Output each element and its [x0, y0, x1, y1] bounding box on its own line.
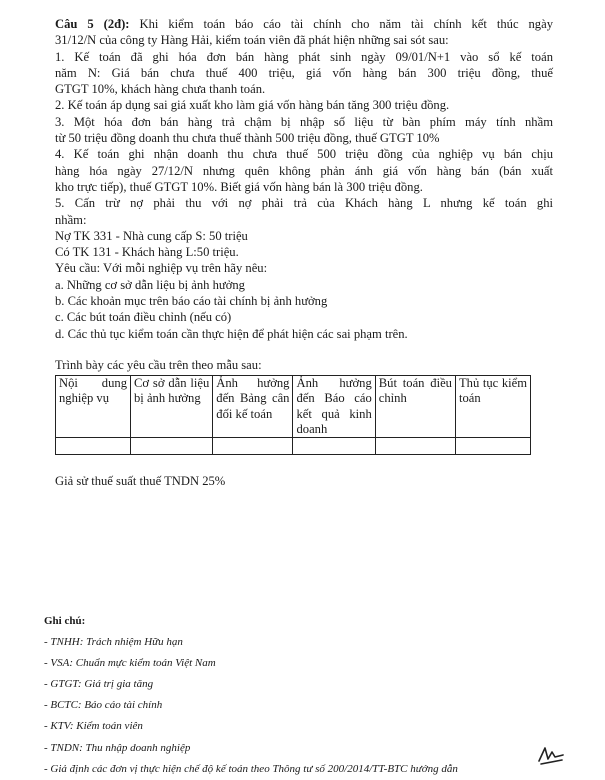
table-cell	[455, 438, 530, 455]
header-cell-income-statement: Ảnh hưởng đến Báo cáo kết quả kinh doanh	[293, 376, 375, 438]
question-intro-line1	[55, 16, 553, 32]
error-item-4	[55, 146, 553, 195]
journal-entry-credit: Có TK 131 - Khách hàng L:50 triệu.	[55, 245, 239, 260]
requirement-heading: Yêu cầu: Với mỗi nghiệp vụ trên hãy nêu:	[55, 261, 268, 276]
item-line: kho trực tiếp), thuế GTGT 10%. Biết giá vốn hàng bán là 300 triệu đồng.	[55, 179, 423, 194]
notes-section	[44, 611, 564, 780]
error-item-1	[55, 49, 553, 98]
header-cell-balance-sheet: Ảnh hưởng đến Bảng cân đối kế toán	[213, 376, 293, 438]
requirement-a: a. Những cơ sở dẫn liệu bị ảnh hưởng	[55, 277, 245, 292]
table-cell	[375, 438, 455, 455]
question-heading: Câu 5 (2đ):	[55, 17, 130, 31]
tax-rate-note: Giả sử thuế suất thuế TNDN 25%	[55, 474, 226, 489]
note-item: - BCTC: Báo cáo tài chính	[44, 699, 163, 712]
header-cell-adjusting-entries: Bút toán điều chỉnh	[375, 376, 455, 438]
table-header-row	[56, 376, 531, 438]
question-intro-line2: 31/12/N của công ty Hàng Hải, kiểm toán viên đã phát hiện những sai sót sau:	[55, 33, 449, 48]
note-item: - TNDN: Thu nhập doanh nghiệp	[44, 741, 191, 754]
question-intro-text: Khi kiểm toán báo cáo tài chính cho năm tài chính kết thúc ngày	[139, 17, 553, 31]
requirement-c: c. Các bút toán điều chỉnh (nếu có)	[55, 310, 232, 325]
exam-question	[55, 16, 553, 489]
requirement-d: d. Các thủ tục kiểm toán cần thực hiện để phát hiện các sai phạm trên.	[55, 326, 408, 341]
item-line: GTGT 10%, khách hàng chưa thanh toán.	[55, 82, 266, 97]
header-cell-assertions: Cơ sở dẫn liệu bị ảnh hưởng	[131, 376, 213, 438]
table-cell	[56, 438, 131, 455]
header-cell-audit-procedures: Thủ tục kiểm toán	[455, 376, 530, 438]
table-row	[56, 438, 531, 455]
answer-template-table	[55, 375, 531, 455]
error-item-3	[55, 114, 553, 147]
notes-title: Ghi chú:	[44, 615, 86, 627]
header-cell-content: Nội dung nghiệp vụ	[56, 376, 131, 438]
requirement-b: b. Các khoản mục trên báo cáo tài chính bị ảnh hưởng	[55, 294, 328, 309]
item-line: từ 50 triệu đồng doanh thu chưa thuế thành 500 triệu đồng, thuế GTGT 10%	[55, 131, 440, 146]
item-line: 3. Một hóa đơn bán hàng trả chậm bị nhập số liệu từ bàn phím máy tính nhầm	[55, 114, 553, 129]
item-line: 1. Kế toán đã ghi hóa đơn bán hàng phát sinh ngày 09/01/N+1 vào sổ kế toán	[55, 49, 553, 64]
table-cell	[293, 438, 375, 455]
note-item: - TNHH: Trách nhiệm Hữu hạn	[44, 636, 183, 649]
note-item: - GTGT: Giá trị gia tăng	[44, 678, 154, 691]
table-cell	[131, 438, 213, 455]
error-item-2	[55, 97, 553, 113]
signature-mark	[536, 743, 566, 769]
table-cell	[213, 438, 293, 455]
item-line: hàng hóa ngày 27/12/N nhưng quên không phản ánh giá vốn hàng bán (bán xuất	[55, 163, 553, 178]
note-item: - KTV: Kiểm toán viên	[44, 720, 143, 733]
item-line: năm N: Giá bán chưa thuế 400 triệu, giá vốn hàng bán 300 triệu đồng, thuế	[55, 65, 553, 80]
table-intro: Trình bày các yêu cầu trên theo mẫu sau:	[55, 357, 262, 372]
item-line: 4. Kế toán ghi nhận doanh thu chưa thuế 500 triệu đồng của nghiệp vụ bán chịu	[55, 147, 553, 162]
item-line: nhầm:	[55, 212, 87, 227]
note-item: - Giả định các đơn vị thực hiện chế độ kế toán theo Thông tư số 200/2014/TT-BTC hướng dẫn	[44, 762, 458, 775]
item-line: 2. Kế toán áp dụng sai giá xuất kho làm giá vốn hàng bán tăng 300 triệu đồng.	[55, 98, 450, 113]
journal-entry-debit: Nợ TK 331 - Nhà cung cấp S: 50 triệu	[55, 228, 248, 243]
note-item: - VSA: Chuẩn mực kiểm toán Việt Nam	[44, 657, 216, 670]
item-line: 5. Cấn trừ nợ phải thu với nợ phải trả của Khách hàng L nhưng kế toán ghi	[55, 196, 553, 211]
error-item-5	[55, 195, 553, 228]
